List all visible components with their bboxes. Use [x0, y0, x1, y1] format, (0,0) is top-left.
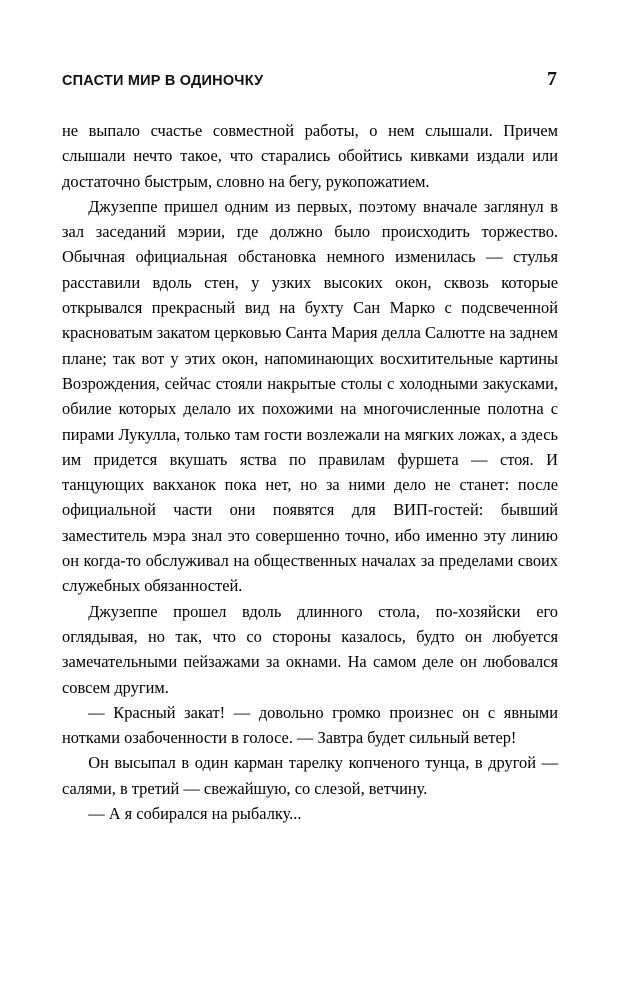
running-head [62, 68, 557, 94]
paragraph: — Красный закат! — довольно громко произнес он с явными нотками озабоченности в голосе. — Завтра будет сильный ветер! [62, 702, 558, 748]
paragraph: — А я собирался на рыбалку... [88, 804, 302, 824]
running-head-title: СПАСТИ МИР В ОДИНОЧКУ [62, 73, 264, 89]
page-number: 7 [547, 68, 557, 90]
paragraph: Он высыпал в один карман тарелку копченого тунца, в другой — салями, в третий — свежайшую, со слезой, ветчину. [62, 753, 558, 798]
paragraph: не выпало счастье совместной работы, о нем слышали. Причем слышали нечто такое, что старались обойтись кивками издали или достаточно быстрым, словно на бегу, рукопожатием. [62, 121, 558, 191]
paragraph: Джузеппе прошел вдоль длинного стола, по-хозяйски его оглядывая, но так, что со стороны казалось, будто он любуется замечательными пейзажами за окнами. На самом деле он любовался совсем другим. [62, 601, 558, 697]
paragraph: Джузеппе пришел одним из первых, поэтому вначале заглянул в зал заседаний мэрии, где должно было происходить торжество. Обычная официальная обстановка немного изменилась — стулья расставили вдоль стен, у узких высоких окон, сквозь которые открывался прекрасный вид на бухту Сан Марко с подсвеченной красноватым закатом церковью Санта Мария делла Салютте на заднем плане; так вот у этих окон, напоминающих восхитительные картины Возрождения, сейчас стояли накрытые столы с холодными закусками, обилие которых делало их похожими на многочисленные полотна с пирами Лукулла, только там гости возлежали на мягких ложах, а здесь им придется вкушать яства по правилам фуршета — стоя. И танцующих вакханок пока нет, но за ними дело не станет: после официальной части они появятся для ВИП-гостей: бывший заместитель мэра знал это совершенно точно, ибо именно эту линию он когда-то обслуживал на общественных началах за пределами своих служебных обязанностей. [62, 196, 558, 596]
body-text [62, 118, 558, 826]
